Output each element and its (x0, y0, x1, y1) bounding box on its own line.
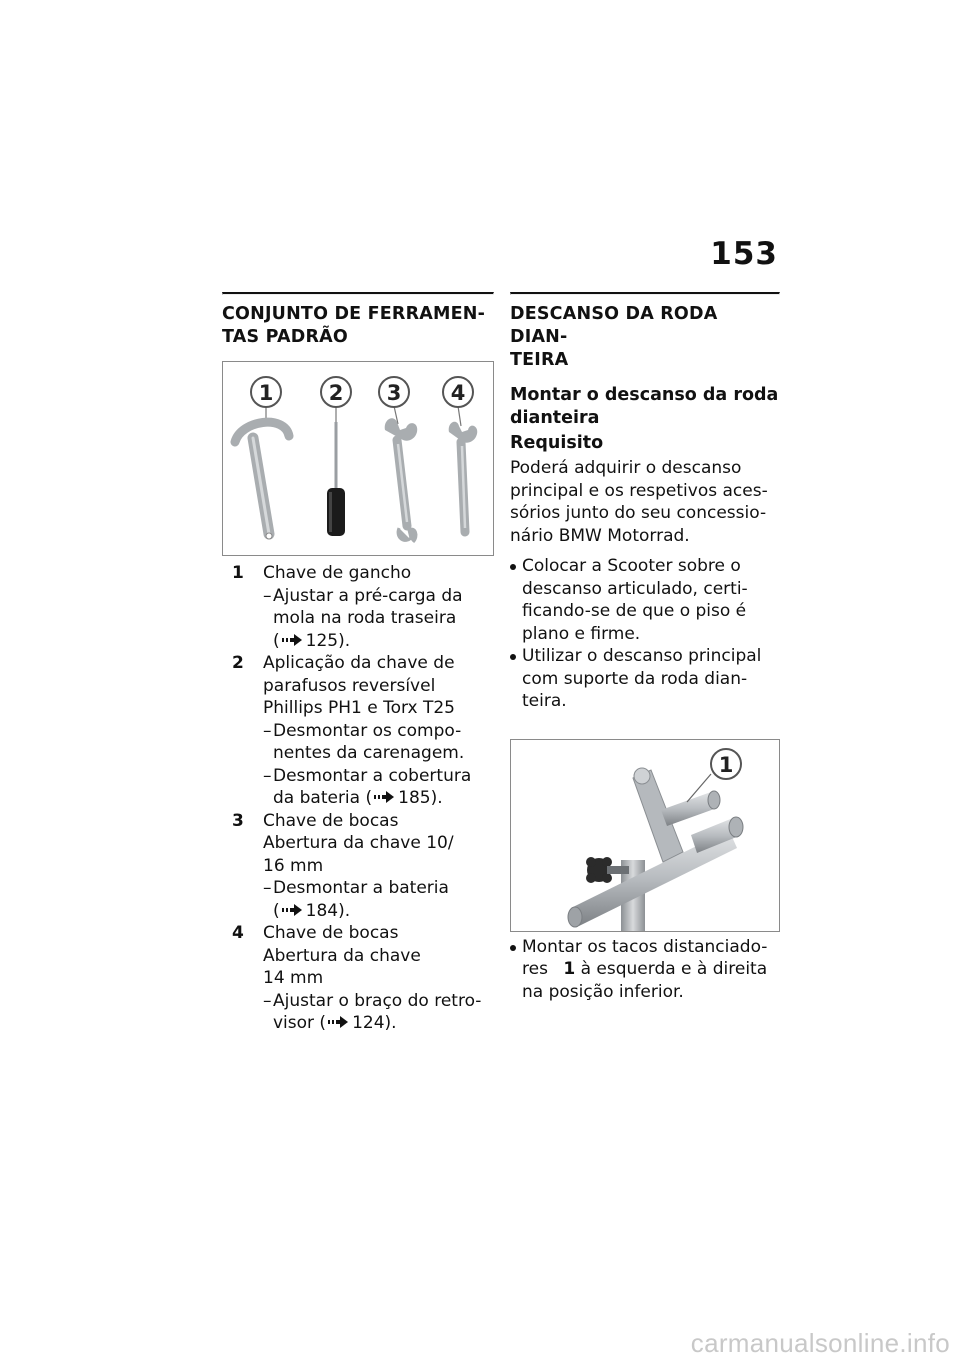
tool-kit-illustration (223, 362, 493, 555)
text-line: na posição inferior. (522, 981, 684, 1002)
step-text: – Desmontar a bateria (273, 878, 449, 898)
screwdriver-icon (327, 422, 345, 536)
callout-2 (321, 377, 351, 407)
leader-line (458, 406, 461, 426)
xref-page: 124 (352, 1013, 385, 1033)
tool-kit-figure (222, 361, 494, 556)
requirement-text (510, 457, 780, 547)
text-line: Colocar a Scooter sobre o (522, 556, 741, 576)
legend-text: Abertura da chave 10/ (263, 833, 454, 853)
xref-page: 125 (305, 630, 339, 651)
text-line: Montar os tacos distanciado- (522, 936, 768, 957)
instruction-item (510, 555, 780, 645)
legend-text: Chave de gancho (263, 563, 412, 583)
legend-item (222, 652, 494, 810)
text-line: nário BMW Motorrad. (510, 525, 690, 546)
subsection-title (510, 384, 780, 430)
callout-1 (251, 377, 281, 407)
legend-text: Abertura da chave (263, 945, 421, 966)
instruction-list (510, 936, 780, 1004)
xref-page: 185 (398, 788, 431, 808)
section-title-line: DESCANSO DA RODA DIAN- (510, 304, 718, 347)
arrow-reference-icon (374, 787, 394, 810)
callout-label: 4 (450, 381, 466, 405)
text-line: plano e firme. (522, 623, 641, 644)
legend-item (222, 922, 494, 1035)
text-fragment: res (522, 959, 548, 979)
callout-4 (443, 377, 473, 407)
legend-step (263, 585, 494, 653)
legend-number: 4 (232, 923, 244, 943)
legend-text: 14 mm (263, 968, 324, 988)
cross-reference[interactable] (273, 630, 494, 653)
section-title-line: TAS PADRÃO (222, 327, 349, 347)
requirement-heading: Requisito (510, 433, 604, 453)
text-line (522, 958, 780, 981)
step-text: mola na roda traseira (273, 608, 457, 628)
tool-legend (222, 562, 494, 1035)
arrow-reference-icon (328, 1012, 348, 1035)
section-title-tool-kit (222, 303, 494, 349)
step-text: – Desmontar a cobertura (273, 765, 472, 786)
legend-number: 3 (232, 810, 244, 831)
step-text: – Ajustar a pré-carga da (273, 585, 463, 606)
xref-prefix: da bateria ( (273, 788, 373, 808)
instruction-list (510, 555, 780, 713)
front-stand-figure (510, 739, 780, 932)
callout-3 (379, 377, 409, 407)
legend-item (222, 562, 494, 652)
cross-reference[interactable] (273, 787, 494, 810)
arrow-reference-icon (282, 900, 302, 923)
text-line: teira. (522, 691, 567, 711)
text-line: com suporte da roda dian- (522, 668, 748, 689)
text-line: sórios junto do seu concessio- (510, 503, 767, 523)
section-title-line: CONJUNTO DE FERRAMEN- (222, 304, 486, 324)
hook-wrench-icon (235, 422, 289, 539)
section-rule (222, 292, 494, 295)
section-rule (510, 292, 780, 295)
callout-label: 1 (258, 381, 274, 405)
cross-reference[interactable] (273, 900, 494, 923)
callout-label: 1 (718, 752, 734, 777)
legend-text: Aplicação da chave de (263, 653, 455, 673)
xref-suffix: ). (430, 788, 443, 808)
section-title-line: TEIRA (510, 350, 569, 370)
subsection-title-line: Montar o descanso da roda (510, 385, 779, 405)
cross-reference[interactable] (273, 1012, 494, 1035)
callout-label: 2 (328, 381, 344, 405)
legend-text: Chave de bocas (263, 810, 399, 831)
right-column (510, 292, 780, 1003)
text-line: descanso articulado, certi- (522, 578, 748, 599)
watermark: carmanualsonline.info (690, 1328, 950, 1358)
legend-step (263, 720, 494, 765)
xref-prefix: ( (273, 630, 280, 651)
legend-item (222, 810, 494, 923)
legend-text: Chave de bocas (263, 923, 399, 943)
legend-text: Phillips PH1 e Torx T25 (263, 698, 455, 718)
text-line: ficando-se de que o piso é (522, 601, 747, 621)
front-stand-illustration (511, 740, 779, 931)
xref-prefix: visor ( (273, 1013, 327, 1033)
left-column (222, 292, 494, 1035)
xref-prefix: ( (273, 900, 280, 921)
instruction-item (510, 936, 780, 1004)
legend-text: 16 mm (263, 855, 324, 876)
legend-step (263, 990, 494, 1035)
step-text: – Ajustar o braço do retro- (273, 990, 482, 1011)
step-text: – Desmontar os compo- (273, 720, 462, 741)
legend-step (263, 877, 494, 922)
subsection-title-line: dianteira (510, 408, 600, 428)
open-end-wrench-10-16-icon (385, 418, 418, 542)
legend-text: parafusos reversível (263, 675, 436, 696)
xref-suffix: ). (384, 1013, 397, 1033)
instruction-item (510, 645, 780, 713)
legend-step (263, 765, 494, 810)
open-end-wrench-14-icon (449, 422, 478, 532)
legend-number: 2 (232, 653, 244, 673)
page-number: 153 (710, 236, 778, 272)
callout-label: 3 (386, 381, 402, 405)
text-line: Poderá adquirir o descanso (510, 458, 742, 478)
figure-reference: 1 (563, 959, 576, 979)
step-text: nentes da carenagem. (273, 743, 465, 763)
xref-suffix: ). (338, 630, 351, 651)
legend-number: 1 (232, 563, 244, 583)
arrow-reference-icon (282, 630, 302, 653)
xref-page: 184 (305, 900, 339, 921)
text-line: principal e os respetivos aces- (510, 480, 768, 501)
text-line: Utilizar o descanso principal (522, 646, 762, 666)
callout-1 (711, 749, 741, 779)
section-title-front-stand (510, 303, 780, 372)
xref-suffix: ). (338, 900, 351, 921)
text-fragment: à esquerda e à direita (580, 959, 768, 979)
